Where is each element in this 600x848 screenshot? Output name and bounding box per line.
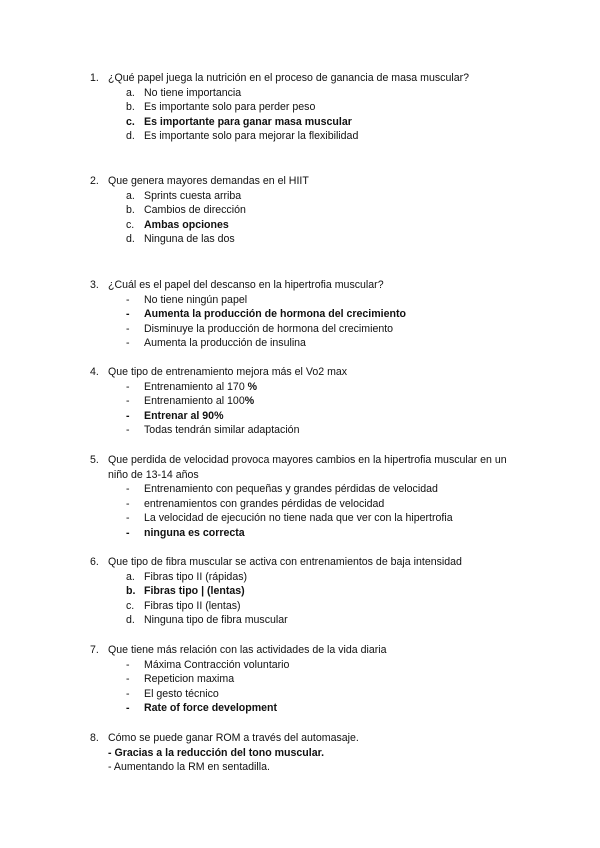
option-correct: [0, 218, 600, 233]
option-text: entrenamientos con grandes pérdidas de velocidad: [144, 497, 385, 510]
question-7: [0, 643, 600, 716]
option-marker: d.: [126, 614, 135, 627]
option: [0, 497, 600, 512]
option: [0, 203, 600, 218]
option: [0, 687, 600, 702]
option-marker: -: [126, 512, 130, 525]
answer: [0, 760, 600, 775]
option: [0, 322, 600, 337]
question-4: [0, 365, 600, 438]
option: [0, 423, 600, 438]
option: [0, 672, 600, 687]
option-marker: b.: [126, 204, 135, 217]
option-text: Entrenamiento al 100%: [144, 395, 255, 408]
option-text: Disminuye la producción de hormona del crecimiento: [144, 322, 394, 335]
option-correct: [0, 584, 600, 599]
question-text: Que genera mayores demandas en el HIIT: [108, 175, 309, 187]
option-text: Ninguna de las dos: [144, 233, 235, 246]
option-text: Repeticion maxima: [144, 673, 235, 686]
option: [0, 293, 600, 308]
question-8: [0, 731, 600, 775]
option: [0, 189, 600, 204]
option-marker: -: [126, 687, 130, 700]
option: [0, 599, 600, 614]
option-marker: b.: [126, 101, 135, 114]
option: [0, 570, 600, 585]
answer-correct: [0, 746, 600, 761]
option-text: Cambios de dirección: [144, 204, 246, 217]
option: [0, 86, 600, 101]
option-marker: -: [126, 293, 130, 306]
option-text: ninguna es correcta: [144, 526, 245, 539]
option-marker: -: [126, 308, 130, 321]
option-text: No tiene ningún papel: [144, 293, 248, 306]
question-number: 6.: [90, 556, 99, 568]
option-text: La velocidad de ejecución no tiene nada que ver con la hipertrofia: [144, 512, 453, 525]
option-marker: -: [126, 673, 130, 686]
option: [0, 232, 600, 247]
question-6: [0, 555, 600, 628]
option-marker: a.: [126, 570, 135, 583]
question-number: 8.: [90, 732, 99, 744]
question-number: 7.: [90, 644, 99, 656]
option: [0, 613, 600, 628]
option-marker: -: [126, 395, 130, 408]
option-marker: c.: [126, 599, 135, 612]
option-marker: -: [126, 424, 130, 437]
question-number: 3.: [90, 279, 99, 291]
question-number: 1.: [90, 72, 99, 84]
question-1: [0, 71, 600, 144]
option-text: Sprints cuesta arriba: [144, 189, 242, 202]
option: [0, 482, 600, 497]
option-marker: d.: [126, 130, 135, 143]
option-text: Ambas opciones: [144, 218, 229, 231]
option-marker: d.: [126, 233, 135, 246]
option-marker: a.: [126, 189, 135, 202]
question-5: [0, 453, 600, 541]
question-text: ¿Cuál es el papel del descanso en la hipertrofia muscular?: [108, 279, 384, 291]
option-marker: a.: [126, 86, 135, 99]
option: [0, 336, 600, 351]
option-text: Ninguna tipo de fibra muscular: [144, 614, 288, 627]
option-text: Entrenar al 90%: [144, 409, 224, 422]
option-correct: [0, 701, 600, 716]
option-text: Rate of force development: [144, 702, 278, 715]
option-text: Máxima Contracción voluntario: [144, 658, 290, 671]
option-correct: [0, 526, 600, 541]
option-marker: c.: [126, 115, 135, 128]
question-3: [0, 278, 600, 351]
option-correct: [0, 307, 600, 322]
option-text: Es importante solo para perder peso: [144, 101, 316, 114]
option-marker: -: [126, 497, 130, 510]
option-marker: -: [126, 337, 130, 350]
option: [0, 658, 600, 673]
option-text: Todas tendrán similar adaptación: [144, 424, 300, 437]
question-text: Que tiene más relación con las actividades de la vida diaria: [108, 644, 387, 656]
question-number: 2.: [90, 175, 99, 187]
option-text: El gesto técnico: [144, 687, 219, 700]
option: [0, 380, 600, 395]
option-text: Es importante solo para mejorar la flexibilidad: [144, 130, 359, 143]
option-marker: -: [126, 702, 130, 715]
answer-text: - Aumentando la RM en sentadilla.: [108, 761, 270, 774]
option: [0, 129, 600, 144]
option-text: Fibras tipo II (lentas): [144, 599, 241, 612]
question-text: Que tipo de fibra muscular se activa con entrenamientos de baja intensidad: [108, 556, 462, 568]
option: [0, 511, 600, 526]
question-text: Cómo se puede ganar ROM a través del automasaje.: [108, 732, 359, 744]
option-text: Entrenamiento al 170 %: [144, 380, 258, 393]
question-2: [0, 174, 600, 247]
option-marker: -: [126, 322, 130, 335]
answer-text: - Gracias a la reducción del tono muscular.: [108, 746, 325, 759]
option-marker: -: [126, 526, 130, 539]
option: [0, 394, 600, 409]
option-marker: -: [126, 380, 130, 393]
option-marker: -: [126, 483, 130, 496]
option-correct: [0, 409, 600, 424]
option-text: No tiene importancia: [144, 86, 242, 99]
question-text-continuation: niño de 13-14 años: [108, 468, 199, 481]
question-text: Que tipo de entrenamiento mejora más el Vo2 max: [108, 366, 348, 378]
option-text: Fibras tipo | (lentas): [144, 585, 245, 598]
option-marker: c.: [126, 218, 135, 231]
option-marker: b.: [126, 585, 136, 598]
option-text: Aumenta la producción de hormona del crecimiento: [144, 308, 406, 321]
question-number: 5.: [90, 454, 99, 466]
option: [0, 100, 600, 115]
question-text: ¿Qué papel juega la nutrición en el proceso de ganancia de masa muscular?: [108, 72, 469, 84]
question-text: Que perdida de velocidad provoca mayores cambios en la hipertrofia muscular en un: [108, 454, 507, 466]
option-text: Fibras tipo II (rápidas): [144, 570, 248, 583]
option-text: Aumenta la producción de insulina: [144, 337, 306, 350]
option-text: Entrenamiento con pequeñas y grandes pérdidas de velocidad: [144, 483, 438, 496]
question-number: 4.: [90, 366, 99, 378]
option-correct: [0, 115, 600, 130]
option-marker: -: [126, 658, 130, 671]
option-marker: -: [126, 409, 130, 422]
option-text: Es importante para ganar masa muscular: [144, 115, 352, 128]
